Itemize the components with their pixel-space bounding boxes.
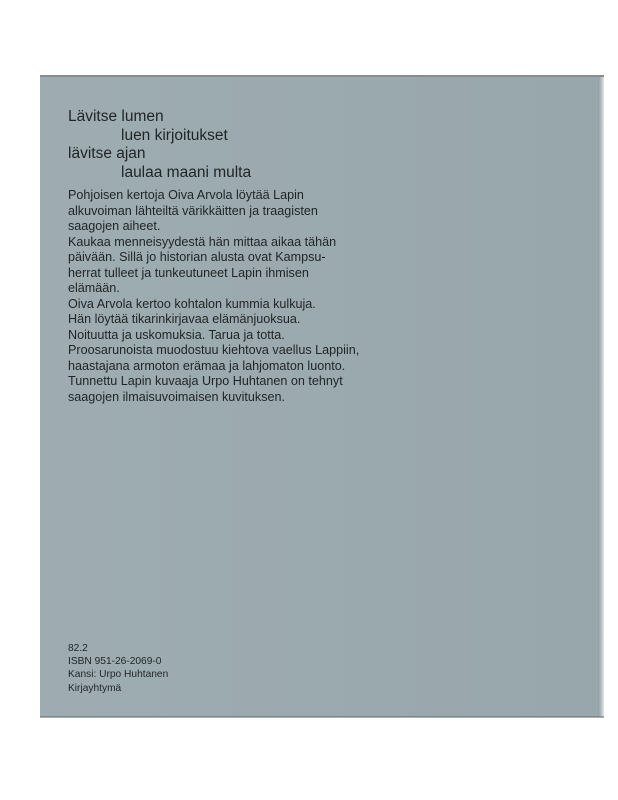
blurb-line: Kaukaa menneisyydestä hän mittaa aikaa tähän	[68, 234, 337, 249]
poem-line: luen kirjoitukset	[121, 126, 228, 144]
blurb-line: Tunnettu Lapin kuvaaja Urpo Huhtanen on tehnyt	[68, 374, 343, 388]
blurb-line: haastajana armoton erämaa ja lahjomaton luonto.	[68, 358, 346, 373]
publisher: Kirjayhtymä	[68, 682, 122, 694]
blurb-text	[68, 188, 408, 405]
bottom-edge-shadow	[40, 716, 604, 718]
poem-line: Lävitse lumen	[68, 108, 164, 125]
blurb-line: Hän löytää tikarinkirjavaa elämänjuoksua.	[68, 312, 301, 326]
blurb-line: Oiva Arvola kertoo kohtalon kummia kulkuja.	[68, 296, 316, 311]
blurb-line: saagojen aiheet.	[68, 219, 161, 233]
blurb-line: alkuvoiman lähteiltä värikkäitten ja traagisten	[68, 203, 318, 218]
isbn: ISBN 951-26-2069-0	[68, 656, 162, 668]
poem-line: laulaa maani multa	[121, 163, 252, 181]
spine-edge	[598, 77, 604, 717]
classification-number: 82.2	[68, 643, 88, 654]
blurb-line: herrat tulleet ja tunkeutuneet Lapin ihmisen	[68, 265, 309, 280]
epigraph-poem	[68, 108, 251, 182]
blurb-line: Proosarunoista muodostuu kiehtova vaellus Lappiin,	[68, 343, 360, 357]
blurb-line: päivään. Sillä jo historian alusta ovat Kampsu-	[68, 250, 326, 264]
colophon	[68, 642, 168, 695]
cover-credit: Kansi: Urpo Huhtanen	[68, 669, 169, 681]
blurb-line: Pohjoisen kertoja Oiva Arvola löytää Lapin	[68, 188, 304, 202]
blurb-line: elämään.	[68, 281, 120, 295]
poem-line: lävitse ajan	[68, 145, 146, 163]
blurb-line: Noituutta ja uskomuksia. Tarua ja totta.	[68, 327, 285, 342]
blurb-line: saagojen ilmaisuvoimaisen kuvituksen.	[68, 389, 286, 404]
